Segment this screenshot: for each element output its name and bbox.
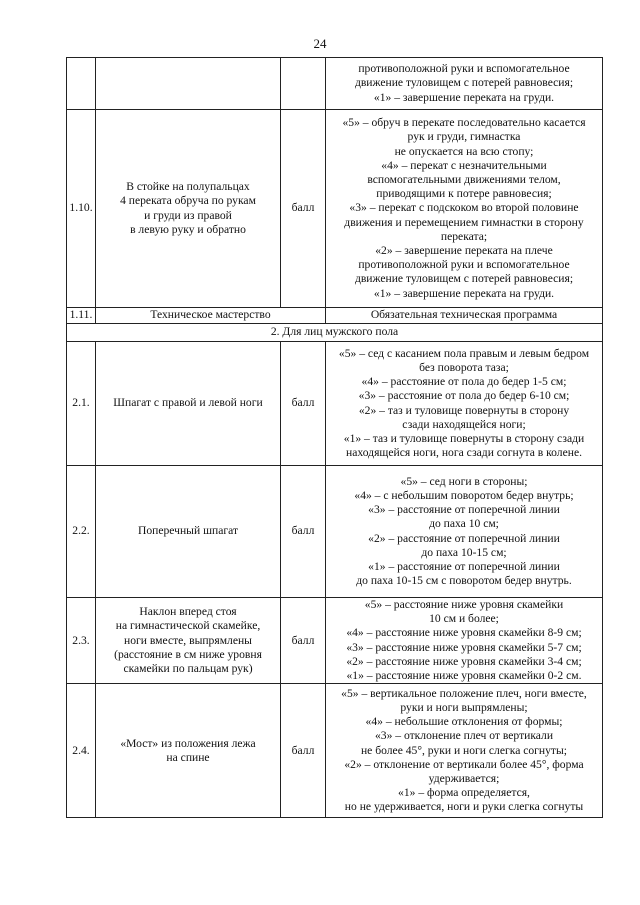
row-unit: балл [281,342,326,466]
row-criteria-line: приводящими к потере равновесия; [376,187,552,201]
row-criteria-line: «5» – вертикальное положение плеч, ноги вместе, [341,686,587,700]
row-criteria-line: «2» – расстояние ниже уровня скамейки 3-4 см; [346,654,582,668]
row-number: 1.10. [67,110,96,308]
row-criteria-line: «1» – завершение переката на груди. [373,286,555,300]
row-name-line: ноги вместе, выпрямлены [124,633,252,647]
row-name [96,684,281,818]
row-criteria-line: вспомогательными движениями телом, [367,172,561,186]
row-name-line: скамейки по пальцам рук) [123,661,253,675]
row-criteria [326,466,603,598]
row-criteria-line: движения и перемещением гимнастки в сторону [344,215,584,229]
row-criteria-line: противоположной руки и вспомогательное [358,258,570,272]
row-name [96,58,281,110]
row-number: 2.4. [67,684,96,818]
norms-table [66,57,603,818]
row-criteria-line: противоположной руки и вспомогательное [358,62,570,76]
row-criteria [326,342,603,466]
table-row [67,58,603,110]
row-criteria-line: «4» – расстояние от пола до бедер 1-5 см; [361,375,567,389]
row-criteria [326,598,603,684]
row-number: 2.1. [67,342,96,466]
table-row [67,110,603,308]
row-name-line: (расстояние в см ниже уровня [114,647,262,661]
row-criteria-line: не более 45°, руки и ноги слегка согнуты; [360,743,568,757]
row-criteria-line: рук и груди, гимнастка [407,130,521,144]
table-row [67,466,603,598]
row-criteria-line: «3» – расстояние ниже уровня скамейки 5-7 см; [346,640,582,654]
row-criteria-line: сзади находящейся ноги; [402,417,526,431]
row-name-line: «Мост» из положения лежа [120,736,256,750]
row-criteria-line: «5» – сед ноги в стороны; [400,474,528,488]
row-criteria-line: «4» – с небольшим поворотом бедер внутрь; [354,488,574,502]
row-criteria-line: переката; [440,229,488,243]
row-name [96,342,281,466]
table-body-part-3 [67,342,603,818]
row-name: Техническое мастерство [96,308,326,324]
row-criteria-line: «1» – таз и туловище повернуты в сторону сзади [343,431,585,445]
row-criteria [326,684,603,818]
row-criteria-line: до паха 10 см; [429,517,499,531]
row-criteria-line: до паха 10-15 см; [421,545,507,559]
row-criteria-line: «1» – расстояние ниже уровня скамейки 0-2 см. [346,669,582,683]
row-criteria-line: руки и ноги выпрямлены; [400,701,528,714]
row-name-line: на гимнастической скамейке, [115,619,261,633]
row-unit: балл [281,466,326,598]
row-criteria-line: «2» – отклонение от вертикали более 45°, форма [344,757,584,771]
row-name [96,110,281,308]
row-criteria-line: «4» – перекат с незначительными [381,158,547,172]
row-name-line: 4 переката обруча по рукам [120,194,256,208]
row-name [96,598,281,684]
row-name-line: на спине [166,750,210,764]
row-criteria [326,58,603,110]
row-number: 2.3. [67,598,96,684]
row-criteria-line: удерживается; [428,772,500,786]
row-criteria-line: «3» – отклонение плеч от вертикали [374,729,554,743]
row-criteria-line: «2» – таз и туловище повернуты в сторону [358,403,570,417]
row-name-line: Наклон вперед стоя [139,605,237,619]
row-name-line: В стойке на полупальцах [126,180,250,194]
section-header-row [67,324,603,342]
row-number: 2.2. [67,466,96,598]
row-criteria-line: «3» – расстояние от поперечной линии [368,503,560,517]
row-criteria-line: «3» – расстояние от пола до бедер 6-10 см; [358,389,570,403]
row-number [67,58,96,110]
row-criteria-line: «5» – обруч в перекате последовательно касается [342,116,586,130]
row-unit [281,58,326,110]
row-name-line: Шпагат с правой и левой ноги [113,396,263,410]
row-unit: балл [281,684,326,818]
row-criteria-line: но не удерживается, ноги и руки слегка согнуты [344,800,584,814]
row-name-line: Поперечный шпагат [137,524,239,538]
row-criteria-line: «1» – расстояние от поперечной линии [368,559,560,573]
row-criteria-line: «2» – завершение переката на плече [375,244,553,257]
table-body-part-1 [67,58,603,308]
row-criteria-line: «1» – завершение переката на груди. [373,90,555,104]
row-criteria-line: находящейся ноги, нога сзади согнута в колене. [346,446,582,460]
row-criteria-line: «4» – расстояние ниже уровня скамейки 8-9 см; [346,626,582,640]
table-row [67,684,603,818]
table-body-part-2 [67,308,603,342]
row-criteria-line: «5» – сед с касанием пола правым и левым бедром [338,346,590,360]
row-criteria-line: не опускается на всю стопу; [394,144,534,158]
row-criteria-line: «5» – расстояние ниже уровня скамейки [364,598,564,611]
row-criteria-line: 10 см и более; [429,612,499,626]
row-unit: балл [281,598,326,684]
row-name-line: в левую руку и обратно [130,222,246,236]
row-criteria-line: движение туловищем с потерей равновесия; [354,76,574,90]
row-criteria-line: «1» – форма определяется, [398,786,530,800]
row-name-line: и груди из правой [144,208,232,222]
section-title: 2. Для лиц мужского пола [67,324,603,342]
row-criteria-line: «2» – расстояние от поперечной линии [368,531,560,545]
page-number: 24 [313,36,327,51]
row-criteria-line: «4» – небольшие отклонения от формы; [365,715,563,729]
row-criteria: Обязательная техническая программа [326,308,603,324]
table-row-1-11 [67,308,603,324]
row-criteria [326,110,603,308]
row-number: 1.11. [67,308,96,324]
row-unit: балл [281,110,326,308]
table-row [67,342,603,466]
row-criteria-line: движение туловищем с потерей равновесия; [354,272,574,286]
row-criteria-line: «3» – перекат с подскоком во второй половине [349,201,579,215]
row-criteria-line: без поворота таза; [419,360,509,374]
table-row [67,598,603,684]
row-name [96,466,281,598]
row-criteria-line: до паха 10-15 см с поворотом бедер внутрь. [356,574,572,588]
